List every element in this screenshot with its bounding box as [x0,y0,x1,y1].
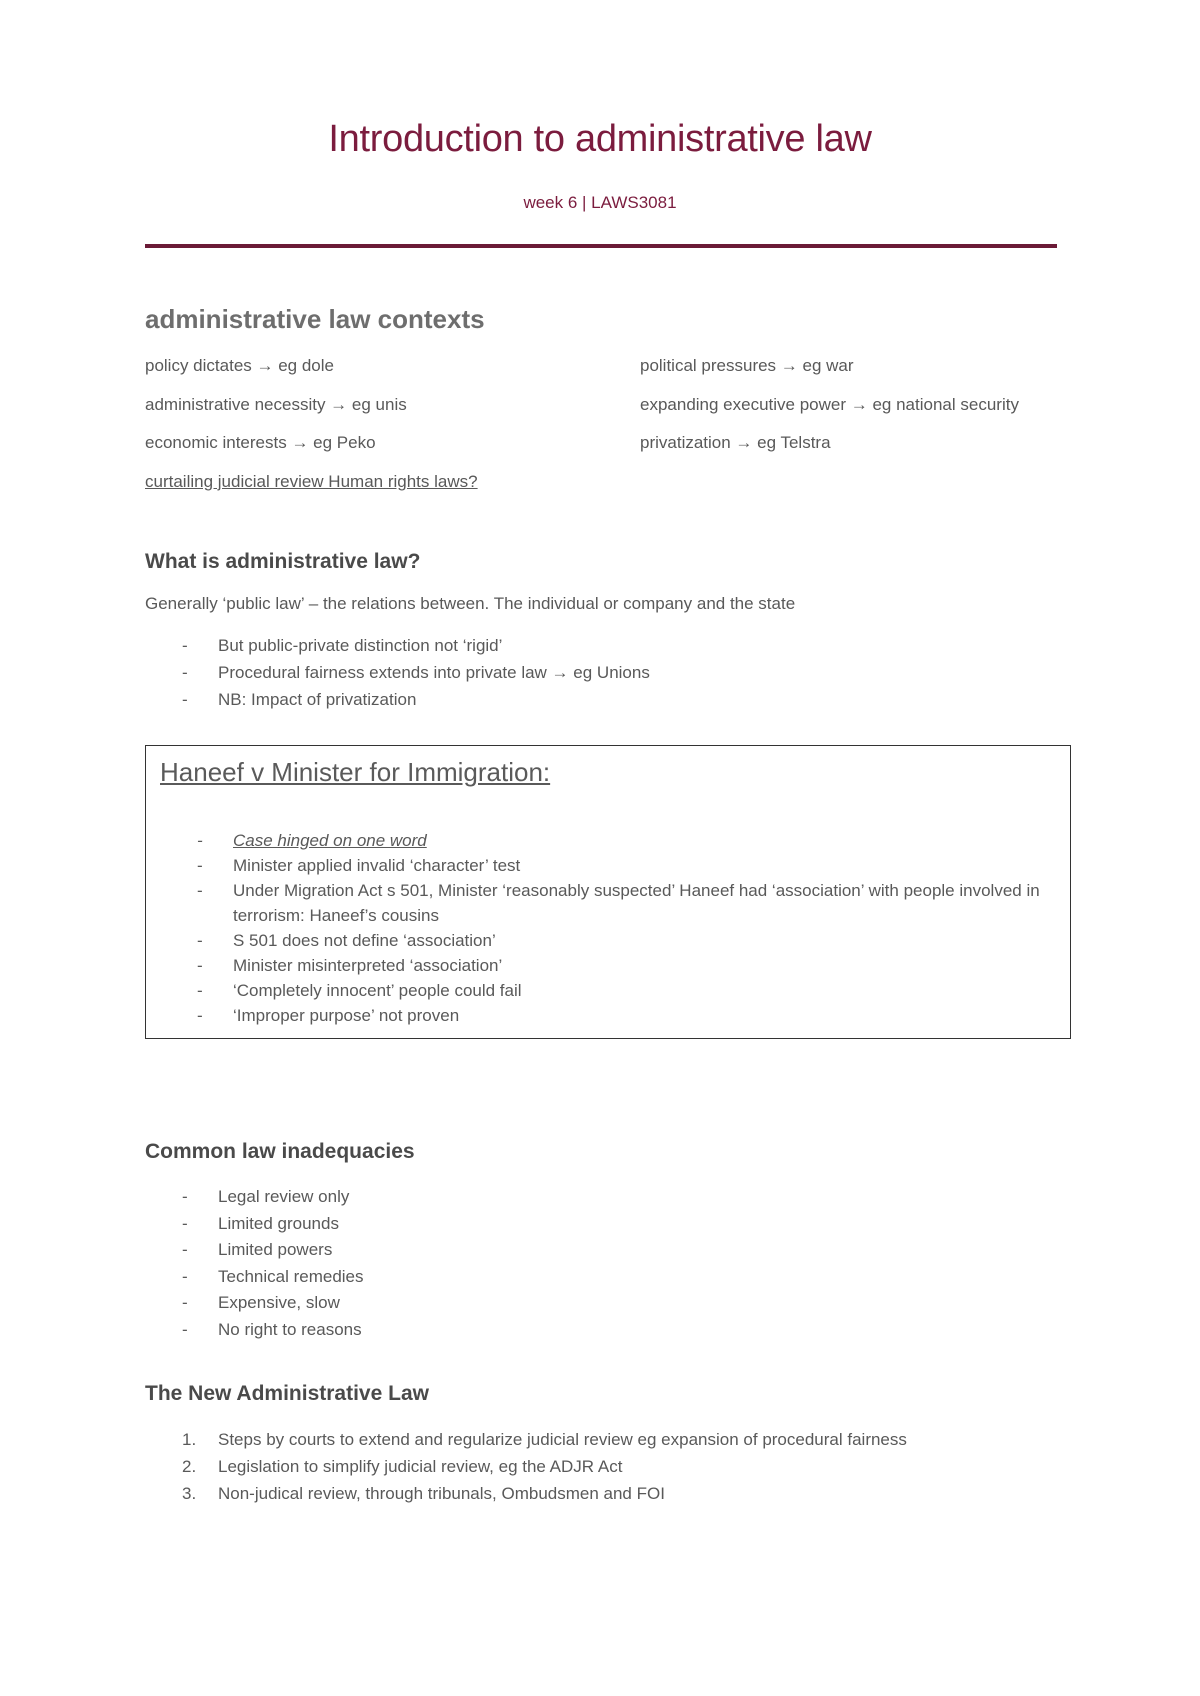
list-item: - Minister applied invalid ‘character’ test [233,853,1053,878]
list-item: - Case hinged on one word [233,828,1053,853]
what-is-list [182,632,650,713]
bullet-marker: - [182,636,188,655]
number-marker: 3. [182,1484,197,1503]
bullet-marker: - [197,831,203,850]
bullet-marker: - [197,881,203,900]
case-box-list [197,828,1053,1028]
list-item: 2. Legislation to simplify judicial review, eg the ADJR Act [218,1453,907,1480]
page-subtitle: week 6 | LAWS3081 [523,193,677,212]
context-item: political pressures → eg war [640,356,854,375]
list-item: - NB: Impact of privatization [218,686,650,713]
context-item: policy dictates → eg dole [145,356,334,375]
what-is-intro: Generally ‘public law’ – the relations between. The individual or company and the state [145,594,796,613]
context-item: administrative necessity → eg unis [145,395,407,414]
bullet-marker: - [197,856,203,875]
list-item: - Legal review only [218,1184,364,1211]
page-title: Introduction to administrative law [328,118,872,160]
context-item: privatization → eg Telstra [640,433,831,452]
list-item: 3. Non-judical review, through tribunals, Ombudsmen and FOI [218,1480,907,1507]
bullet-marker: - [197,931,203,950]
bullet-marker: - [182,1293,188,1312]
list-item: 1. Steps by courts to extend and regularize judicial review eg expansion of procedural fairness [218,1426,907,1453]
context-item: expanding executive power → eg national security [640,395,1019,414]
bullet-marker: - [182,1266,188,1286]
bullet-marker: - [182,1319,188,1339]
list-item: - Limited grounds [218,1211,364,1238]
bullet-marker: - [182,663,188,682]
case-box-title: Haneef v Minister for Immigration: [160,757,551,787]
bullet-marker: - [182,1213,188,1233]
list-item: - Technical remedies [218,1264,364,1291]
contexts-heading: administrative law contexts [145,304,485,334]
list-item: - ‘Improper purpose’ not proven [233,1003,1053,1028]
common-law-list [182,1184,364,1343]
list-item: - Under Migration Act s 501, Minister ‘reasonably suspected’ Haneef had ‘association’ with people involved in terrorism: Haneef’s cousins [233,878,1053,928]
bullet-marker: - [197,956,203,975]
list-item: - Expensive, slow [218,1290,364,1317]
title-divider [145,244,1057,248]
context-item: economic interests → eg Peko [145,433,376,452]
bullet-marker: - [197,981,203,1000]
context-link[interactable]: curtailing judicial review Human rights laws? [145,472,478,491]
list-item: - Procedural fairness extends into private law → eg Unions [218,659,650,686]
list-item: - But public-private distinction not ‘rigid’ [218,632,650,659]
list-item: - Limited powers [218,1237,364,1264]
list-item: - ‘Completely innocent’ people could fail [233,978,1053,1003]
number-marker: 2. [182,1457,197,1476]
bullet-marker: - [182,690,188,709]
list-item: - Minister misinterpreted ‘association’ [233,953,1053,978]
list-item: - No right to reasons [218,1317,364,1344]
bullet-marker: - [182,1240,188,1259]
case-box [145,745,1071,1039]
new-admin-heading: The New Administrative Law [145,1382,429,1405]
new-admin-list [182,1426,907,1507]
bullet-marker: - [182,1187,188,1206]
what-is-heading: What is administrative law? [145,550,421,573]
list-item: - S 501 does not define ‘association’ [233,928,1053,953]
common-law-heading: Common law inadequacies [145,1140,415,1163]
number-marker: 1. [182,1430,197,1449]
bullet-marker: - [197,1006,203,1025]
